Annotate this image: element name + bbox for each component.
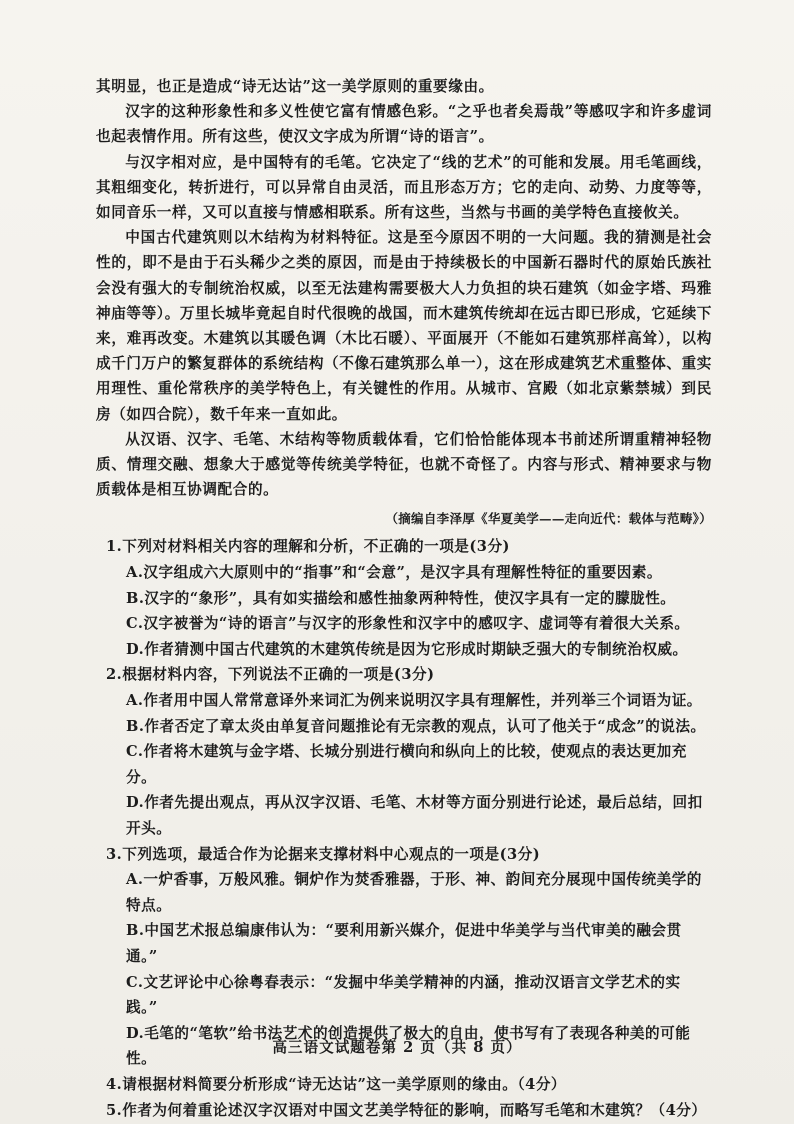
- option-b: B.作者否定了章太炎由单复音问题推论有无宗教的观点，认可了他关于“成念”的说法。: [126, 717, 706, 735]
- question-stem: 2.根据材料内容，下列说法不正确的一项是(3分): [106, 666, 435, 684]
- question-stem: 5.作者为何着重论述汉字汉语对中国文艺美学特征的影响，而略写毛笔和木建筑？（4分）: [106, 1101, 707, 1119]
- reading-passage: [96, 74, 712, 530]
- page-footer: 高三语文试题卷第 2 页（共 8 页）: [272, 1039, 522, 1056]
- option-d: D.作者猜测中国古代建筑的木建筑传统是因为它形成时期缺乏强大的专制统治权威。: [126, 640, 688, 658]
- option-a: A.汉字组成六大原则中的“指事”和“会意”，是汉字具有理解性特征的重要因素。: [126, 564, 662, 582]
- question-4: [96, 1072, 712, 1098]
- question-stem: 3.下列选项，最适合作为论据来支撑材料中心观点的一项是(3分): [106, 845, 541, 863]
- option-c: C.汉字被誉为“诗的语言”与汉字的形象性和汉字中的感叹字、虚词等有着很大关系。: [126, 615, 690, 633]
- option-b: B.中国艺术报总编康伟认为：“要利用新兴媒介，促进中华美学与当代审美的融会贯通。”: [126, 922, 682, 965]
- question-stem: 4.请根据材料简要分析形成“诗无达诂”这一美学原则的缘由。（4分）: [106, 1075, 567, 1093]
- question-list: [96, 534, 712, 1123]
- question-2: [96, 662, 712, 841]
- option-c: C.作者将木建筑与金字塔、长城分别进行横向和纵向上的比较，使观点的表达更加充分。: [126, 743, 687, 786]
- passage-source: （摘编自李泽厚《华夏美学——走向近代：载体与范畴》）: [385, 511, 712, 527]
- passage-paragraph: 中国古代建筑则以木结构为材料特征。这是至今原因不明的一大问题。我的猜测是社会性的，即不是由于石头稀少之类的原因，而是由于持续极长的中国新石器时代的原始氏族社会没有强大的专制统治权威，以至无法建构需要极大人力负担的块石建筑（如金字塔、玛雅神庙等等）。万里长城毕竟起自时代很晚的战国，而木建筑传统却在远古即已形成，它延续下来，难再改变。木建筑以其暖色调（木比石暖）、平面展开（不能如石建筑那样高耸），以构成千门万户的繁复群体的系统结构（不像石建筑那么单一），这在形成建筑艺术重整体、重实用理性、重伦常秩序的美学特色上，有关键性的作用。从城市、宫殿（如北京紫禁城）到民房（如四合院），数千年来一直如此。: [96, 229, 712, 423]
- option-c: C.文艺评论中心徐粤春表示：“发掘中华美学精神的内涵，推动汉语言文学艺术的实践。”: [126, 973, 681, 1017]
- passage-paragraph: 与汉字相对应，是中国特有的毛笔。它决定了“线的艺术”的可能和发展。用毛笔画线，其粗细变化，转折进行，可以异常自由灵活，而且形态万方；它的走向、动势、力度等等，如同音乐一样，又可以直接与情感相联系。所有这些，当然与书画的美学特色直接攸关。: [96, 153, 712, 222]
- option-b: B.汉字的“象形”，具有如实描绘和感性抽象两种特性，使汉字具有一定的朦胧性。: [126, 589, 676, 607]
- question-stem: 1.下列对材料相关内容的理解和分析，不正确的一项是(3分): [106, 538, 510, 556]
- question-1: [96, 534, 712, 662]
- option-a: A.作者用中国人常常意译外来词汇为例来说明汉字具有理解性，并列举三个词语为证。: [126, 692, 702, 710]
- option-d: D.毛笔的“笔软”给书法艺术的创造提供了极大的自由，使书写有了表现各种美的可能性。: [126, 1024, 691, 1068]
- option-d: D.作者先提出观点，再从汉字汉语、毛笔、木材等方面分别进行论述，最后总结，回扣开头。: [126, 794, 703, 837]
- option-a: A.一炉香事，万般风雅。铜炉作为焚香雅器，于形、神、韵间充分展现中国传统美学的特点。: [126, 871, 702, 914]
- question-5: [96, 1098, 712, 1124]
- passage-paragraph: 从汉语、汉字、毛笔、木结构等物质载体看，它们恰恰能体现本书前述所谓重精神轻物质、情理交融、想象大于感觉等传统美学特征，也就不奇怪了。内容与形式、精神要求与物质载体是相互协调配合的。: [96, 430, 712, 499]
- passage-paragraph: 汉字的这种形象性和多义性使它富有情感色彩。“之乎也者矣焉哉”等感叹字和许多虚词也起表情作用。所有这些，使汉文字成为所谓“诗的语言”。: [96, 103, 712, 146]
- passage-paragraph: 其明显，也正是造成“诗无达诂”这一美学原则的重要缘由。: [96, 78, 494, 95]
